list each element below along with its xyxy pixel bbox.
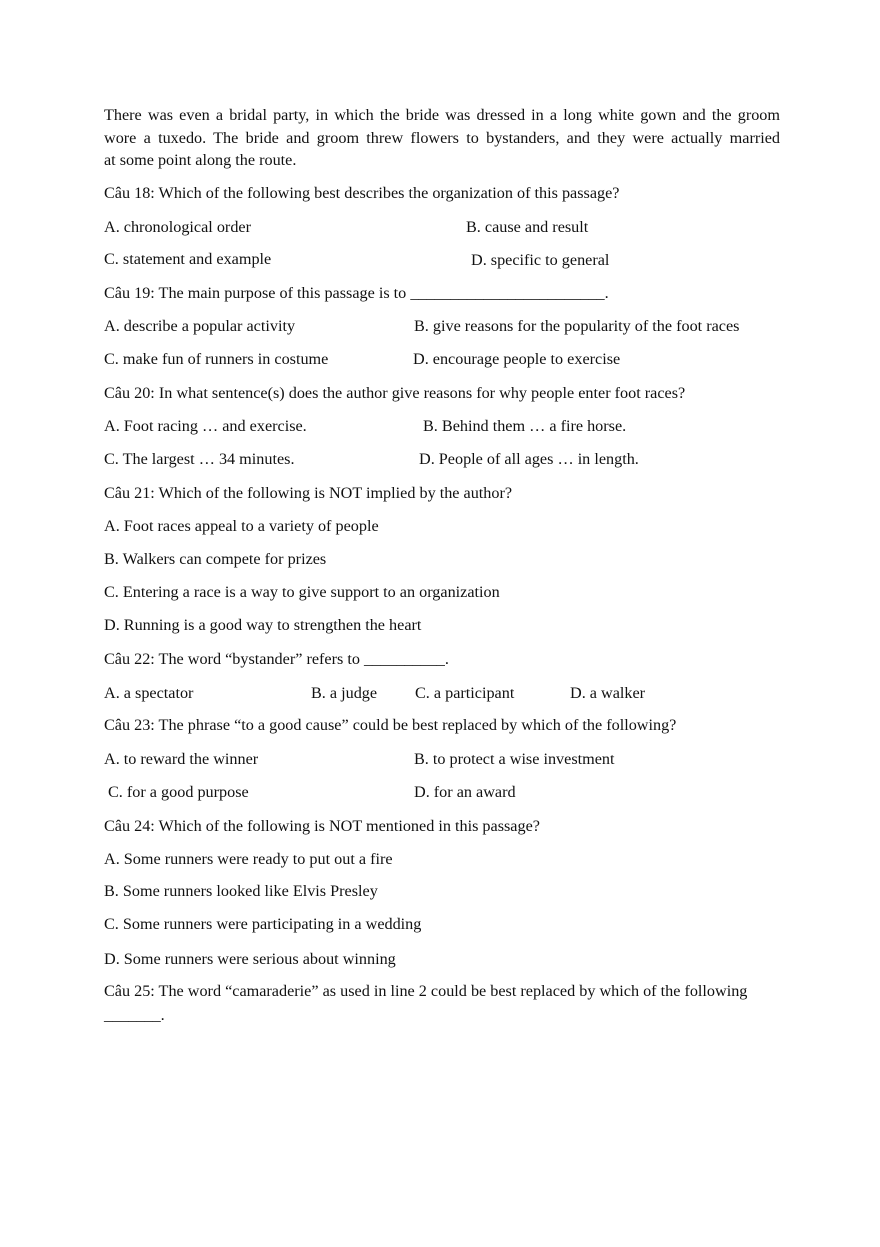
question-18-option-d: D. specific to general [471,251,610,269]
question-22-option-b: B. a judge [311,684,378,702]
question-18-stem: Câu 18: Which of the following best describes the organization of this passage? [104,184,620,202]
question-24-option-b: B. Some runners looked like Elvis Presley [104,882,378,900]
question-20-option-d: D. People of all ages … in length. [419,450,639,468]
question-21-option-c: C. Entering a race is a way to give support to an organization [104,583,500,601]
question-20-stem: Câu 20: In what sentence(s) does the author give reasons for why people enter foot races? [104,384,686,402]
passage-line-3: at some point along the route. [104,151,297,169]
question-19-option-d: D. encourage people to exercise [413,350,621,368]
question-24-option-c: C. Some runners were participating in a wedding [104,915,422,933]
question-22-option-c: C. a participant [415,684,515,702]
question-19-stem: Câu 19: The main purpose of this passage is to ________________________. [104,284,609,302]
question-19-option-b: B. give reasons for the popularity of the foot races [414,317,740,335]
question-21-option-a: A. Foot races appeal to a variety of people [104,517,379,535]
passage-line-1: There was even a bridal party, in which the bride was dressed in a long white gown and the groom [104,106,780,124]
question-23-option-b: B. to protect a wise investment [414,750,615,768]
question-19-option-a: A. describe a popular activity [104,317,296,335]
question-19-option-c: C. make fun of runners in costume [104,350,329,368]
question-23-stem: Câu 23: The phrase “to a good cause” could be best replaced by which of the following? [104,716,677,734]
passage-line-2: wore a tuxedo. The bride and groom threw flowers to bystanders, and they were actually married [104,128,780,147]
question-20-option-a: A. Foot racing … and exercise. [104,417,307,435]
question-23-option-a: A. to reward the winner [104,750,259,768]
question-22-stem: Câu 22: The word “bystander” refers to __________. [104,650,449,668]
question-18-option-b: B. cause and result [466,218,589,236]
question-23-option-d: D. for an award [414,783,516,801]
question-25-stem-line-1: Câu 25: The word “camaraderie” as used in line 2 could be best replaced by which of the following [104,982,748,1000]
question-21-option-d: D. Running is a good way to strengthen the heart [104,616,422,634]
question-24-option-a: A. Some runners were ready to put out a fire [104,850,393,868]
question-20-option-b: B. Behind them … a fire horse. [423,417,627,435]
question-21-option-b: B. Walkers can compete for prizes [104,550,327,568]
question-18-option-a: A. chronological order [104,218,251,236]
question-24-option-d: D. Some runners were serious about winning [104,950,396,968]
question-25-stem-line-2: _______. [104,1006,165,1024]
question-18-option-c: C. statement and example [104,250,272,268]
question-22-option-d: D. a walker [570,684,646,702]
passage-excerpt [104,104,780,172]
question-24-stem: Câu 24: Which of the following is NOT mentioned in this passage? [104,817,540,835]
question-21-stem: Câu 21: Which of the following is NOT implied by the author? [104,484,513,502]
question-23-option-c: C. for a good purpose [108,783,249,801]
question-22-option-a: A. a spectator [104,684,194,702]
question-20-option-c: C. The largest … 34 minutes. [104,450,295,468]
